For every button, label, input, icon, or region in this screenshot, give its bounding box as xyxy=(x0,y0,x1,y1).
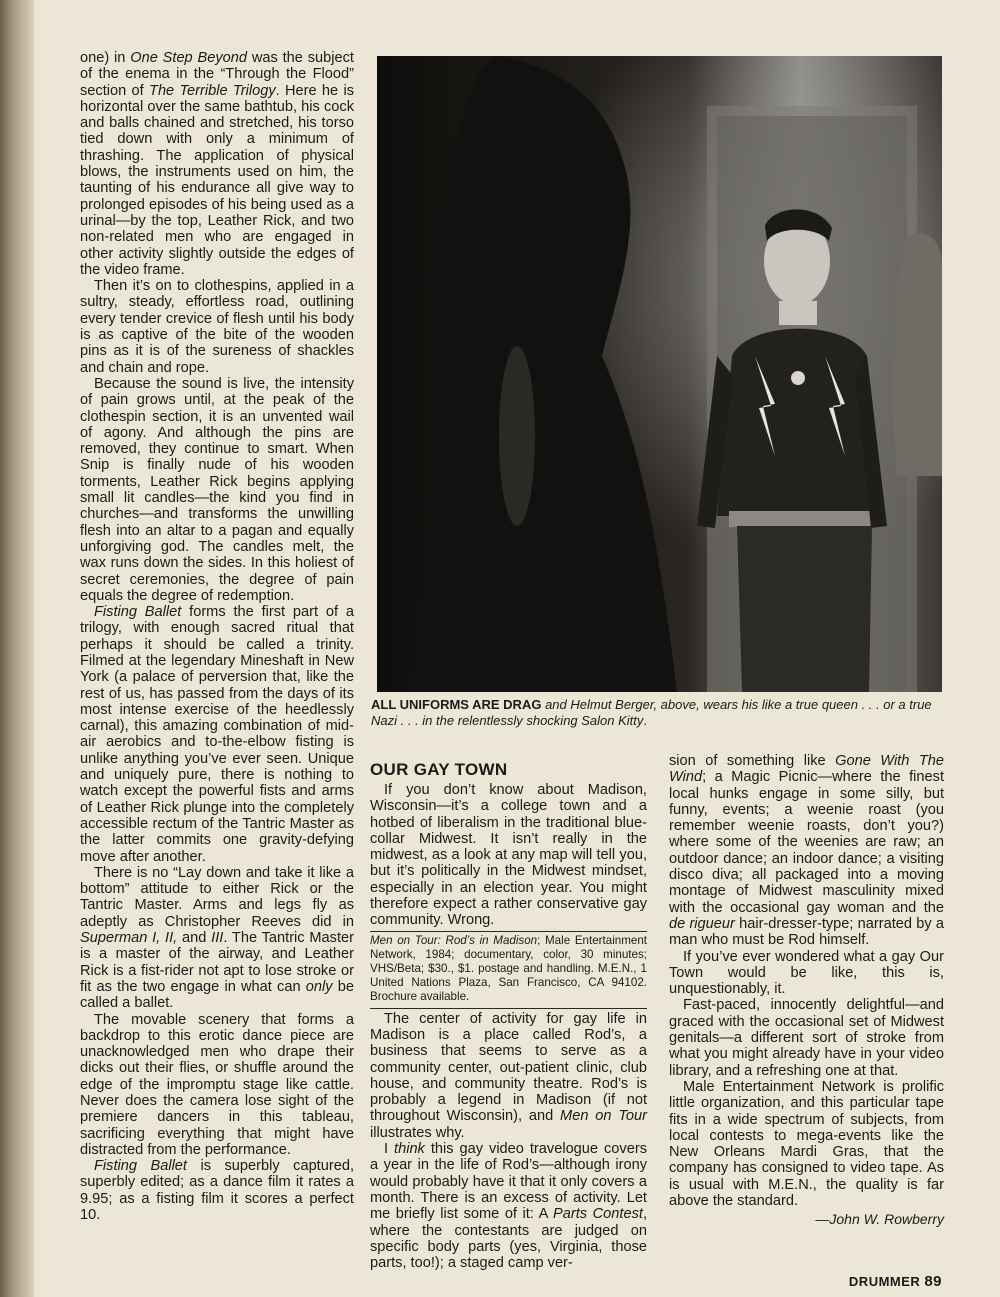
paragraph: If you’ve ever wondered what a gay Our Town would be like, this is, unquestionably, it. xyxy=(669,948,944,998)
paragraph: If you don’t know about Madison, Wisconsin—it’s a college town and a hotbed of liberalism in the traditional blue-collar Midwest. It isn’t really in the midwest, as a look at any map will tell you, but it’s politically in the Midwest mindset, especially in an election year. You might therefore expect a rather conservative gay community. Wrong. xyxy=(370,782,647,929)
paragraph: sion of something like Gone With The Wind; a Magic Picnic—where the finest local hunks engage in some silly, but funny, events; a weenie roast (you remember weenie roasts, don’t you?) where some of the weenies are raw; an outdoor dance; an indoor dance; a visiting disco diva; all packaged into a moving montage of Midwest masculinity mixed with the occasional gay woman and the de rigueur hair-dresser-type; narrated by a man who must be Rod himself. xyxy=(669,753,945,949)
article-column-right xyxy=(669,753,944,1228)
paragraph: The movable scenery that forms a backdrop to this erotic dance piece are unacknowledged men who drape their dicks out their flies, or shuffle around the edge of the impromptu stage like cattle. Never does the camera lose sight of the premiere dancers in this tableau, sacrificing everything that might have distracted from the performance. xyxy=(80,1011,354,1158)
film-still-illustration xyxy=(377,56,942,692)
article-column-middle xyxy=(370,760,647,1271)
film-still-photo xyxy=(377,56,942,692)
paragraph: The center of activity for gay life in Madison is a place called Rod’s, a business that seems to serve as a community center, out-patient clinic, club house, and community theatre. Rod’s is probably a legend in Madison (if not throughout Wisconsin), and Men on Tour illustrates why. xyxy=(370,1010,647,1141)
magazine-name: DRUMMER xyxy=(848,1274,921,1289)
section-heading: OUR GAY TOWN xyxy=(370,760,508,779)
paragraph: Then it’s on to clothespins, applied in a sultry, steady, effortless road, outlining every tender crevice of flesh until his body is as captive of the bite of the wooden pins as it is of the sureness of shackles and chain and rope. xyxy=(80,278,354,376)
paragraph: I think this gay video travelogue covers a year in the life of Rod’s—although irony would probably have it that it only covers a month. There is an excess of activity. Let me briefly list some of it: A Parts Contest, where the contestants are judged on specific body parts (yes, Virginia, those parts, too!); a staged camp ver- xyxy=(370,1141,647,1272)
article-column-left xyxy=(80,50,354,1223)
photo-caption: ALL UNIFORMS ARE DRAG and Helmut Berger, above, wears his like a true queen . . . or a true Nazi . . . in the relentlessly shocking Salon Kitty. xyxy=(371,697,932,728)
paragraph: Male Entertainment Network is prolific little organization, and this particular tape fits in a wide spectrum of subjects, from local contests to mega-events like the New Orleans Mardi Gras, that the company has consigned to video tape. As is usual with M.E.N., the quality is far above the standard. xyxy=(669,1078,944,1210)
author-byline: —John W. Rowberry xyxy=(815,1211,944,1228)
paragraph: Fast-paced, innocently delightful—and graced with the occasional set of Midwest genitals—a different sort of stroke from what you might already have in your video library, and a refreshing one at that. xyxy=(669,997,944,1079)
paragraph: Fisting Ballet is superbly captured, superbly edited; as a dance film it rates a 9.95; as a fisting film it scores a perfect 10. xyxy=(80,1158,354,1224)
paragraph: There is no “Lay down and take it like a bottom” attitude to either Rick or the Tantric Master. Arms and legs fly as adeptly as Christopher Reeves did in Superman I, II, and III. The Tantric Master is a master of the airway, and Leather Rick is a fist-rider not apt to lose stroke or fit as the two engage in what can only be called a ballet. xyxy=(80,864,355,1012)
page-gutter-shadow xyxy=(0,0,34,1297)
paragraph: Fisting Ballet forms the first part of a trilogy, with enough sacred ritual that perhaps it should be called a trinity. Filmed at the legendary Mineshaft in New York (a palace of perversion that, like the rest of us, has passed from the days of its most intense exercise of the heedlessly carnal), this amazing combination of mid-air aerobics and to-the-elbow fisting is unlike anything you’ve ever seen. Unique and uniquely pure, there is nothing to watch except the powerful fists and arms of Leather Rick plunge into the completely accessible rectum of the Tantric Master as the latter commits one gravity-defying move after another. xyxy=(80,604,355,865)
paragraph: one) in One Step Beyond was the subject of the enema in the “Through the Flood” section of The Terrible Trilogy. Here he is horizontal over the same bathtub, his cock and balls chained and stretched, his torso tied down with only a minimum of thrashing. The application of physical blows, the instruments used on him, the taunting of his endurance all give way to prolonged episodes of his being used as a urinal—by the top, Leather Rick, and two non-related men who are engaged in other activity slightly outside the edges of the video frame. xyxy=(80,50,354,278)
page-folio xyxy=(849,1273,942,1290)
video-credits-box: Men on Tour: Rod’s in Madison; Male Entertainment Network, 1984; documentary, color, 30 minutes; VHS/Beta; $30., $1. postage and handling. M.E.N., 1 United Nations Plaza, San Francisco, CA 94102. Brochure available. xyxy=(370,931,647,1009)
paragraph: Because the sound is live, the intensity of pain grows until, at the peak of the clothespin section, it is an unvented wail of agony. And although the pins are removed, they continue to smart. When Snip is finally nude of his wooden torments, Leather Rick begins applying small lit candles—the kind you find in churches—and transforms the unwilling flesh into an altar to a pagan and equally unforgiving god. The candles melt, the wax runs down the sides. In this holiest of secret ceremonies, the degree of pain equals the degree of redemption. xyxy=(80,375,354,604)
page-number: 89 xyxy=(924,1273,942,1290)
